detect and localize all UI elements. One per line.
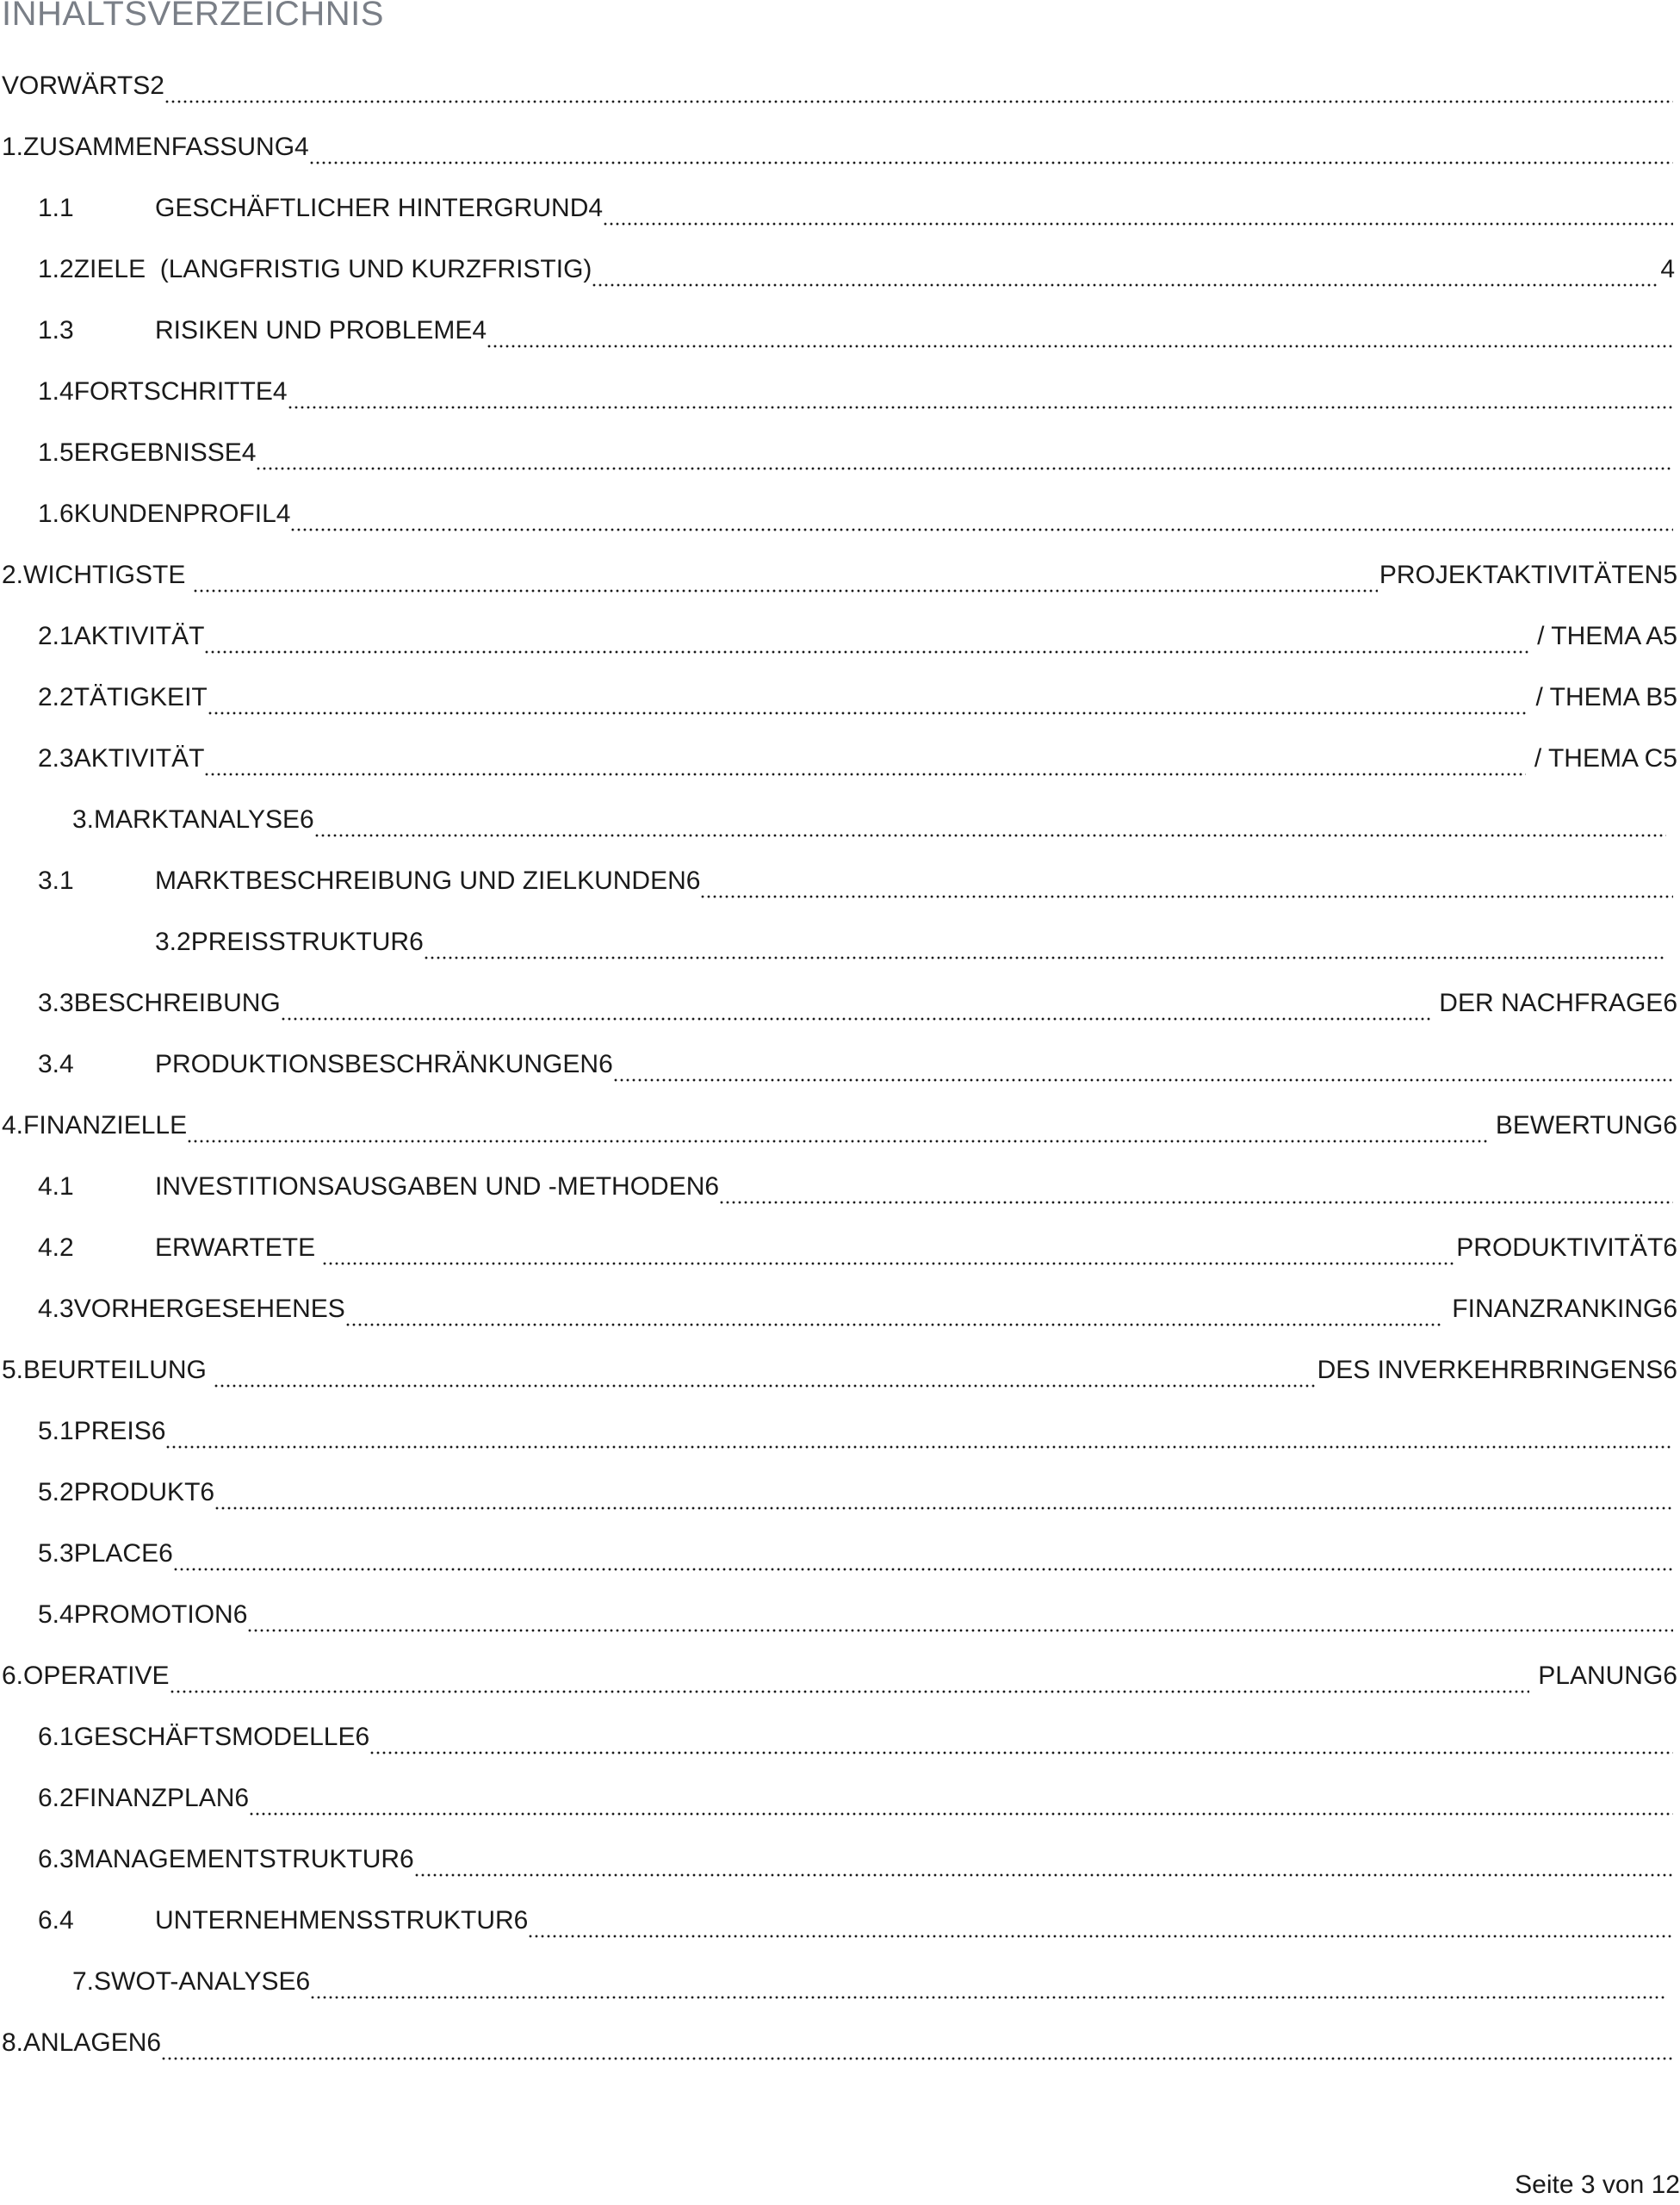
toc-entry-number: 3.1: [38, 866, 74, 895]
footer-page-number: 3: [1580, 2171, 1596, 2199]
toc-entry[interactable]: [38, 497, 1675, 531]
toc-dot-leader: [282, 993, 1430, 1021]
toc-entry-text: PRODUKTIONSBESCHRÄNKUNGEN6: [155, 1050, 613, 1078]
toc-dot-leader: [346, 1299, 1443, 1326]
toc-entry-text: MARKTBESCHREIBUNG UND ZIELKUNDEN6: [155, 866, 701, 895]
toc-entry[interactable]: [38, 436, 1675, 470]
toc-entry[interactable]: [38, 1170, 1675, 1204]
toc-entry-number: 7.: [72, 1967, 95, 1996]
toc-entry[interactable]: [38, 252, 1675, 287]
toc-dot-leader: [214, 1360, 1315, 1388]
toc-entry-text: BESCHREIBUNG: [73, 989, 281, 1017]
toc-entry-page: PROJEKTAKTIVITÄTEN5: [1379, 561, 1677, 589]
toc-entry-text: ZIELE (LANGFRISTIG UND KURZFRISTIG): [73, 255, 592, 283]
toc-entry-page: DER NACHFRAGE6: [1431, 989, 1677, 1017]
toc-entry-text: GESCHÄFTSMODELLE6: [73, 1723, 370, 1751]
footer-page-label: Seite: [1515, 2171, 1574, 2199]
toc-dot-leader: [323, 1238, 1454, 1265]
toc-entry-text: AKTIVITÄT: [73, 744, 205, 773]
page-footer: [1336, 2171, 1680, 2200]
toc-entry-number: 5.: [2, 1356, 24, 1384]
toc-entry-number: 2.1: [38, 622, 74, 650]
toc-entry-text: PROMOTION6: [73, 1600, 248, 1629]
toc-dot-leader: [415, 1849, 1673, 1877]
toc-entry[interactable]: [38, 1720, 1675, 1755]
footer-page-total: 12: [1651, 2171, 1680, 2199]
toc-entry-number: 1.3: [38, 316, 74, 345]
toc-entry[interactable]: [38, 1475, 1675, 1510]
toc-entry-text: INVESTITIONSAUSGABEN UND -METHODEN6: [155, 1172, 720, 1201]
toc-dot-leader: [614, 1054, 1673, 1082]
toc-entry-number: 5.1: [38, 1417, 74, 1445]
toc-entry-number: 4.2: [38, 1233, 74, 1262]
toc-entry[interactable]: [2, 1659, 1677, 1693]
toc-entry-text: FINANZPLAN6: [73, 1784, 250, 1812]
toc-entry[interactable]: [2, 2026, 1675, 2060]
toc-dot-leader: [291, 504, 1673, 531]
toc-entry-text: ANLAGEN6: [23, 2028, 162, 2057]
toc-entry-page: / THEMA A5: [1529, 622, 1677, 650]
toc-entry-text: VORWÄRTS2: [2, 71, 164, 100]
toc-entry-number: 2.2: [38, 683, 74, 711]
toc-dot-leader: [425, 932, 1666, 960]
toc-dot-leader: [250, 1788, 1673, 1816]
toc-entry-number: 3.: [72, 805, 95, 834]
toc-entry-number: 5.3: [38, 1539, 74, 1568]
toc-entry[interactable]: [38, 1842, 1675, 1877]
toc-entry[interactable]: [38, 1414, 1675, 1449]
toc-entry-page: DES INVERKEHRBRINGENS6: [1317, 1356, 1677, 1384]
toc-dot-leader: [604, 198, 1673, 226]
toc-dot-leader: [720, 1177, 1673, 1204]
toc-entry-text: UNTERNEHMENSSTRUKTUR6: [155, 1906, 529, 1935]
toc-entry-number: 1.5: [38, 438, 74, 467]
toc-dot-leader: [194, 565, 1378, 593]
toc-entry-number: 1.6: [38, 500, 74, 528]
toc-entry[interactable]: [38, 1537, 1675, 1571]
toc-title: INHALTSVERZEICHNIS: [2, 0, 384, 33]
toc-entry-text: PRODUKT6: [73, 1478, 215, 1506]
toc-entry-number: 1.: [2, 133, 24, 161]
toc-dot-leader: [487, 320, 1673, 348]
toc-dot-leader: [592, 259, 1658, 287]
toc-entry-text: WICHTIGSTE: [23, 561, 193, 589]
toc-entry-page: 4: [1660, 255, 1675, 283]
toc-entry-number: 4.1: [38, 1172, 74, 1201]
toc-entry-number: 5.4: [38, 1600, 74, 1629]
toc-dot-leader: [288, 382, 1673, 409]
toc-dot-leader: [257, 443, 1673, 470]
toc-entry-text: ERGEBNISSE4: [73, 438, 257, 467]
toc-entry[interactable]: [38, 1047, 1675, 1082]
toc-entry-number: 8.: [2, 2028, 24, 2057]
toc-entry-number: 6.2: [38, 1784, 74, 1812]
toc-entry[interactable]: [38, 986, 1677, 1021]
toc-entry-page: PRODUKTIVITÄT6: [1456, 1233, 1677, 1262]
toc-dot-leader: [208, 687, 1527, 715]
toc-entry-number: 2.: [2, 561, 24, 589]
toc-entry[interactable]: [2, 558, 1677, 593]
toc-entry[interactable]: [38, 680, 1677, 715]
toc-entry[interactable]: [38, 864, 1675, 898]
toc-entry-text: MARKTANALYSE6: [94, 805, 314, 834]
toc-entry-text: ERWARTETE: [155, 1233, 323, 1262]
toc-entry-text: OPERATIVE: [23, 1662, 170, 1690]
toc-entry[interactable]: [38, 1292, 1677, 1326]
toc-entry-text: RISIKEN UND PROBLEME4: [155, 316, 487, 345]
toc-entry-page: PLANUNG6: [1530, 1662, 1677, 1690]
toc-entry[interactable]: [38, 619, 1677, 654]
toc-entry[interactable]: [72, 803, 1668, 837]
toc-dot-leader: [165, 76, 1673, 103]
toc-entry-page: FINANZRANKING6: [1444, 1295, 1677, 1323]
toc-entry[interactable]: [38, 1781, 1675, 1816]
toc-entry-text: GESCHÄFTLICHER HINTERGRUND4: [155, 194, 604, 222]
toc-dot-leader: [311, 1972, 1666, 1999]
toc-entry[interactable]: [72, 1965, 1668, 1999]
toc-entry[interactable]: [38, 314, 1675, 348]
toc-entry[interactable]: [38, 742, 1677, 776]
toc-entry-number: 5.2: [38, 1478, 74, 1506]
toc-entry-text: BEURTEILUNG: [23, 1356, 214, 1384]
toc-dot-leader: [529, 1910, 1673, 1938]
toc-entry-number: 3.4: [38, 1050, 74, 1078]
toc-dot-leader: [188, 1115, 1486, 1143]
toc-entry-page: / THEMA B5: [1528, 683, 1677, 711]
toc-entry-number: 2.3: [38, 744, 74, 773]
toc-entry-page: / THEMA C5: [1527, 744, 1677, 773]
toc-entry[interactable]: [2, 69, 1675, 103]
toc-dot-leader: [174, 1544, 1673, 1571]
toc-entry-number: 1.4: [38, 377, 74, 406]
toc-entry-text: PLACE6: [73, 1539, 173, 1568]
toc-entry[interactable]: [38, 191, 1675, 226]
toc-entry[interactable]: [155, 925, 1668, 960]
toc-dot-leader: [701, 871, 1673, 898]
toc-entry-number: 1.2: [38, 255, 74, 283]
toc-entry-number: 6.: [2, 1662, 24, 1690]
toc-entry-text: FORTSCHRITTE4: [73, 377, 288, 406]
toc-entry-number: 4.3: [38, 1295, 74, 1323]
toc-entry-number: 3.2: [155, 928, 191, 956]
toc-entry[interactable]: [2, 130, 1675, 165]
toc-entry-text: ZUSAMMENFASSUNG4: [23, 133, 309, 161]
toc-entry-text: AKTIVITÄT: [73, 622, 205, 650]
toc-entry-text: FINANZIELLE: [23, 1111, 188, 1140]
toc-dot-leader: [170, 1666, 1529, 1693]
toc-entry-number: 4.: [2, 1111, 24, 1140]
toc-entry-number: 6.3: [38, 1845, 74, 1873]
toc-entry[interactable]: [2, 1109, 1677, 1143]
toc-entry-number: 3.3: [38, 989, 74, 1017]
toc-entry-text: KUNDENPROFIL4: [73, 500, 291, 528]
toc-entry[interactable]: [38, 375, 1675, 409]
toc-dot-leader: [166, 1421, 1673, 1449]
toc-dot-leader: [215, 1482, 1673, 1510]
toc-dot-leader: [205, 748, 1525, 776]
toc-dot-leader: [310, 137, 1673, 165]
toc-entry[interactable]: [38, 1598, 1675, 1632]
toc-entry-text: SWOT-ANALYSE6: [94, 1967, 311, 1996]
toc-entry[interactable]: [38, 1904, 1675, 1938]
toc-dot-leader: [248, 1605, 1673, 1632]
toc-entry-page: BEWERTUNG6: [1488, 1111, 1677, 1140]
toc-entry[interactable]: [2, 1353, 1677, 1388]
toc-dot-leader: [370, 1727, 1673, 1755]
toc-entry-text: PREISSTRUKTUR6: [190, 928, 424, 956]
toc-entry-text: MANAGEMENTSTRUKTUR6: [73, 1845, 414, 1873]
toc-dot-leader: [162, 2033, 1673, 2060]
toc-entry-number: 1.1: [38, 194, 74, 222]
toc-entry[interactable]: [38, 1231, 1677, 1265]
toc-entry-text: VORHERGESEHENES: [73, 1295, 345, 1323]
toc-entry-number: 6.4: [38, 1906, 74, 1935]
toc-entry-text: PREIS6: [73, 1417, 166, 1445]
toc-entry-number: 6.1: [38, 1723, 74, 1751]
toc-dot-leader: [315, 810, 1666, 837]
toc-dot-leader: [205, 626, 1528, 654]
toc-entry-text: TÄTIGKEIT: [73, 683, 208, 711]
footer-of-label: von: [1602, 2171, 1645, 2199]
